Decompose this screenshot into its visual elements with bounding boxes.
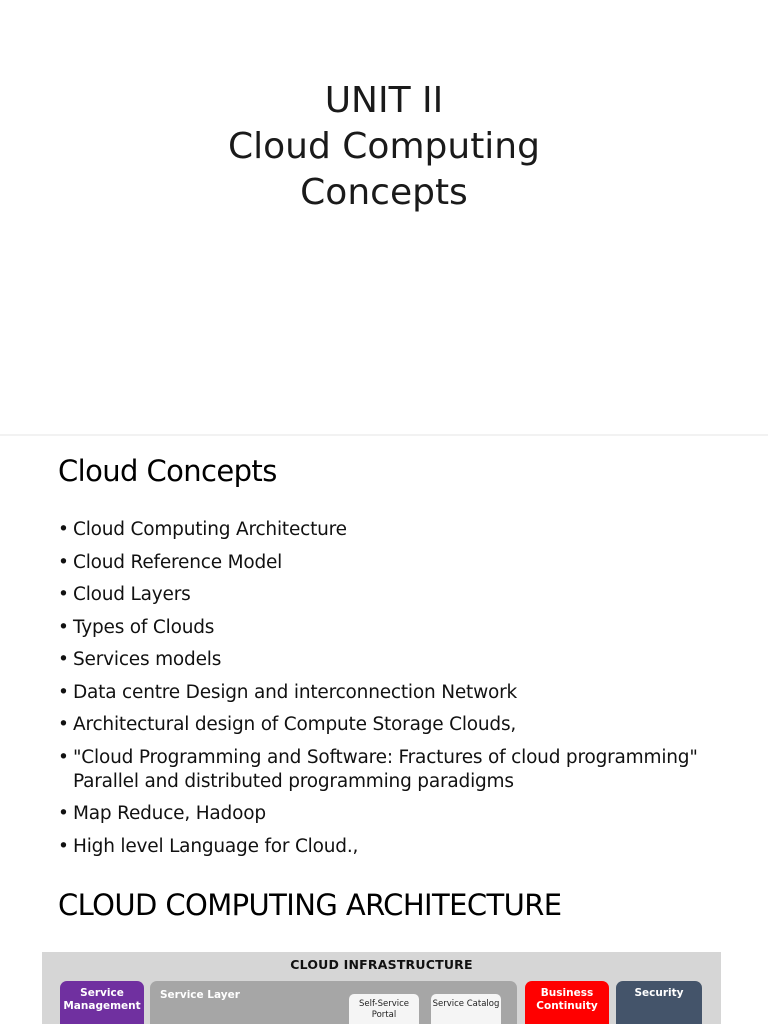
list-item: • Cloud Reference Model <box>58 551 728 575</box>
list-item: • Data centre Design and interconnection Network <box>58 681 728 705</box>
section-heading: CLOUD COMPUTING ARCHITECTURE <box>58 888 562 922</box>
business-continuity-box: Business Continuity <box>525 981 609 1024</box>
list-item: • Cloud Layers <box>58 583 728 607</box>
list-item: • High level Language for Cloud., <box>58 835 728 859</box>
service-layer-label: Service Layer <box>160 989 240 1001</box>
self-service-portal-box: Self-Service Portal <box>349 994 419 1024</box>
title-line-concepts: Concepts <box>300 172 468 213</box>
diagram-title: CLOUD INFRASTRUCTURE <box>290 957 473 972</box>
list-item: • Map Reduce, Hadoop <box>58 802 728 826</box>
list-item: • Types of Clouds <box>58 616 728 640</box>
bullet-list <box>58 518 728 867</box>
list-item: • Services models <box>58 648 728 672</box>
security-box: Security <box>616 981 702 1024</box>
service-management-box: Service Management <box>60 981 144 1024</box>
list-item: • "Cloud Programming and Software: Fractures of cloud programming" Parallel and distributed programming paradigms <box>58 746 728 794</box>
cloud-infrastructure-diagram <box>42 952 721 1024</box>
title-slide <box>0 0 768 434</box>
list-item: • Cloud Computing Architecture <box>58 518 728 542</box>
slide-heading: Cloud Concepts <box>58 454 277 488</box>
slide-title <box>0 78 768 216</box>
title-line-unit: UNIT II <box>324 80 444 121</box>
list-item: • Architectural design of Compute Storage Clouds, <box>58 713 728 737</box>
service-catalog-box: Service Catalog <box>431 994 501 1024</box>
service-layer-box <box>150 981 517 1024</box>
title-line-subject: Cloud Computing <box>228 126 540 167</box>
concepts-slide <box>0 436 768 1024</box>
